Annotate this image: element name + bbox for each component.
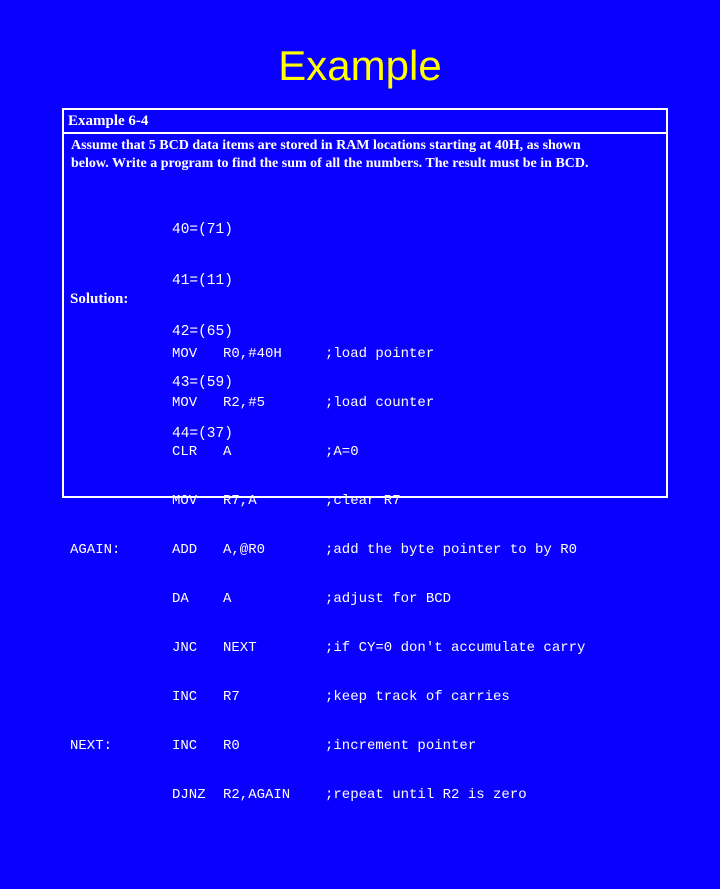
code-operands: A [223, 444, 232, 460]
problem-line: Assume that 5 BCD data items are stored in RAM locations starting at 40H, as shown [71, 138, 581, 153]
assembly-code [70, 314, 666, 836]
code-operands: R2,#5 [223, 395, 266, 411]
code-line [70, 395, 666, 412]
code-line [70, 689, 666, 706]
code-label: NEXT: [70, 738, 113, 754]
code-opcode: MOV [172, 395, 198, 411]
code-label: AGAIN: [70, 542, 121, 558]
ram-data-item: 42=(65) [172, 324, 233, 340]
code-comment: ;increment pointer [325, 738, 477, 754]
slide-title: Example [278, 42, 442, 89]
code-opcode: MOV [172, 346, 198, 362]
code-operands: NEXT [223, 640, 257, 656]
code-comment: ;repeat until R2 is zero [325, 787, 527, 803]
code-opcode: ADD [172, 542, 198, 558]
code-opcode: MOV [172, 493, 198, 509]
code-line [70, 444, 666, 461]
ram-data-item: 44=(37) [172, 426, 233, 442]
code-comment: ;if CY=0 don't accumulate carry [325, 640, 586, 656]
code-opcode: INC [172, 689, 198, 705]
ram-data-item: 41=(11) [172, 273, 233, 289]
code-line [70, 787, 666, 804]
code-line [70, 738, 666, 755]
code-comment: ;load counter [325, 395, 435, 411]
code-line [70, 640, 666, 657]
ram-data-item: 43=(59) [172, 375, 233, 391]
code-comment: ;adjust for BCD [325, 591, 452, 607]
code-opcode: CLR [172, 444, 198, 460]
code-comment: ;keep track of carries [325, 689, 510, 705]
code-operands: R0 [223, 738, 240, 754]
code-operands: A,@R0 [223, 542, 266, 558]
code-opcode: DA [172, 591, 189, 607]
solution-label: Solution: [70, 291, 129, 307]
code-line [70, 346, 666, 363]
problem-statement [71, 137, 663, 173]
code-operands: R7 [223, 689, 240, 705]
code-comment: ;A=0 [325, 444, 359, 460]
example-header [64, 110, 666, 134]
code-comment: ;load pointer [325, 346, 435, 362]
code-comment: ;clear R7 [325, 493, 401, 509]
code-line [70, 591, 666, 608]
code-operands: R2,AGAIN [223, 787, 291, 803]
code-line [70, 542, 666, 559]
code-comment: ;add the byte pointer to by R0 [325, 542, 578, 558]
code-opcode: JNC [172, 640, 198, 656]
code-operands: R7,A [223, 493, 257, 509]
code-line [70, 493, 666, 510]
code-opcode: INC [172, 738, 198, 754]
ram-data-item: 40=(71) [172, 222, 233, 238]
code-operands: R0,#40H [223, 346, 282, 362]
example-panel [62, 108, 668, 803]
code-opcode: DJNZ [172, 787, 206, 803]
problem-line: below. Write a program to find the sum of all the numbers. The result must be in BCD. [71, 156, 589, 171]
example-heading: Example 6-4 [68, 113, 149, 129]
code-operands: A [223, 591, 232, 607]
